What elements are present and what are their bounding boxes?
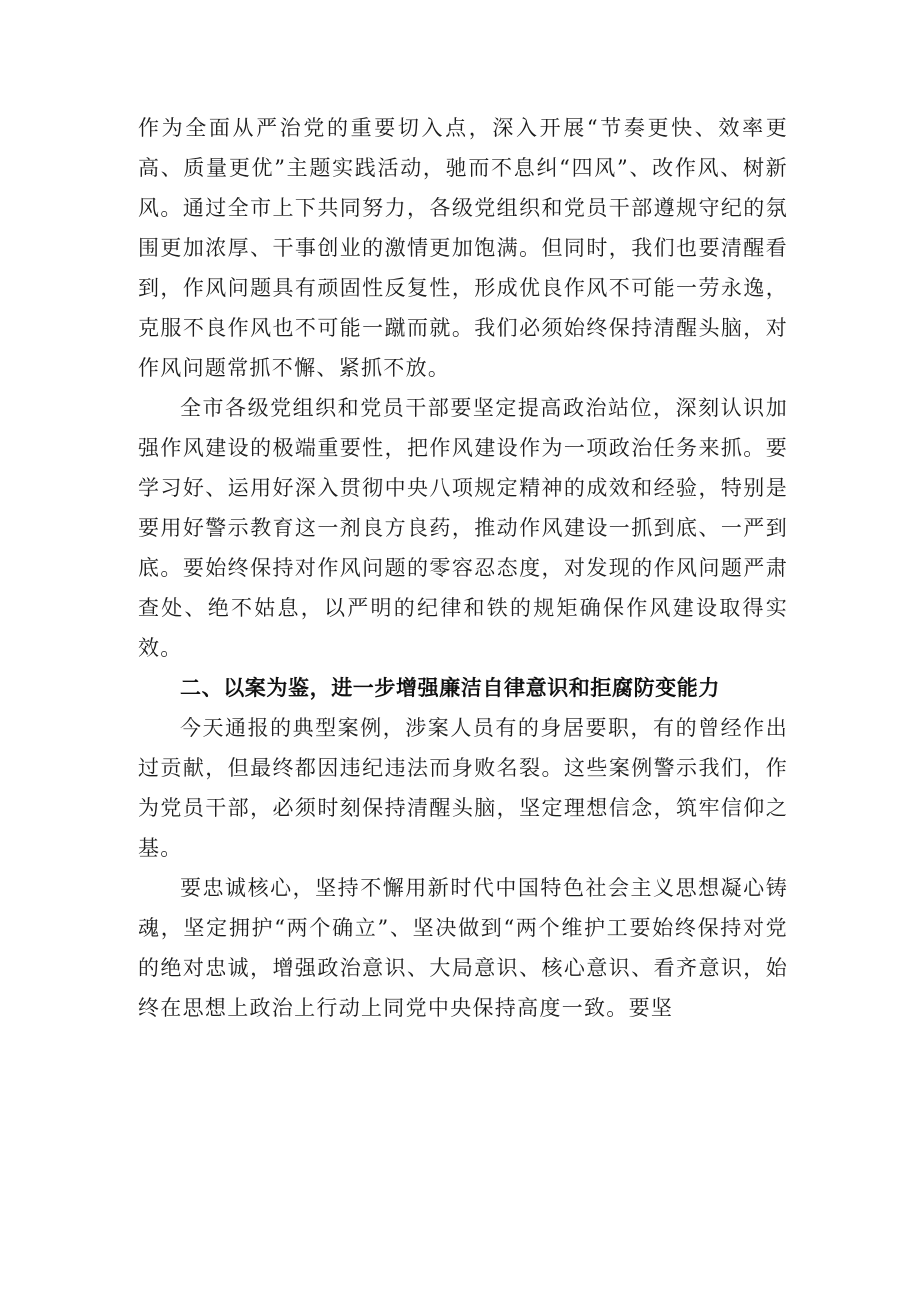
paragraph-2: 全市各级党组织和党员干部要坚定提高政治站位，深刻认识加强作风建设的极端重要性，把作风建设作为一项政治任务来抓。要学习好、运用好深入贯彻中央八项规定精神的成效和经验，特别是要用好警示教育这一剂良方良药，推动作风建设一抓到底、一严到底。要始终保持对作风问题的零容忍态度，对发现的作风问题严肃查处、绝不姑息，以严明的纪律和铁的规矩确保作风建设取得实效。 [138,396,788,660]
paragraph-4: 要忠诚核心，坚持不懈用新时代中国特色社会主义思想凝心铸魂，坚定拥护“两个确立”、坚决做到“两个维护工要始终保持对党的绝对忠诚，增强政治意识、大局意识、核心意识、看齐意识，始终在思想上政治上行动上同党中央保持高度一致。要坚 [138,876,788,1020]
paragraph-1: 作为全面从严治党的重要切入点，深入开展“节奏更快、效率更高、质量更优”主题实践活动，驰而不息纠“四风”、改作风、树新风。通过全市上下共同努力，各级党组织和党员干部遵规守纪的氛围更加浓厚、干事创业的激情更加饱满。但同时，我们也要清醒看到，作风问题具有顽固性反复性，形成优良作风不可能一劳永逸，克服不良作风也不可能一蹴而就。我们必须始终保持清醒头脑，对作风问题常抓不懈、紧抓不放。 [138,116,788,380]
paragraph-3: 今天通报的典型案例，涉案人员有的身居要职，有的曾经作出过贡献，但最终都因违纪违法而身败名裂。这些案例警示我们，作为党员干部，必须时刻保持清醒头脑，坚定理想信念，筑牢信仰之基。 [138,716,788,860]
document-body [138,108,788,1028]
section-heading: 二、以案为鉴，进一步增强廉洁自律意识和拒腐防变能力 [180,676,720,700]
